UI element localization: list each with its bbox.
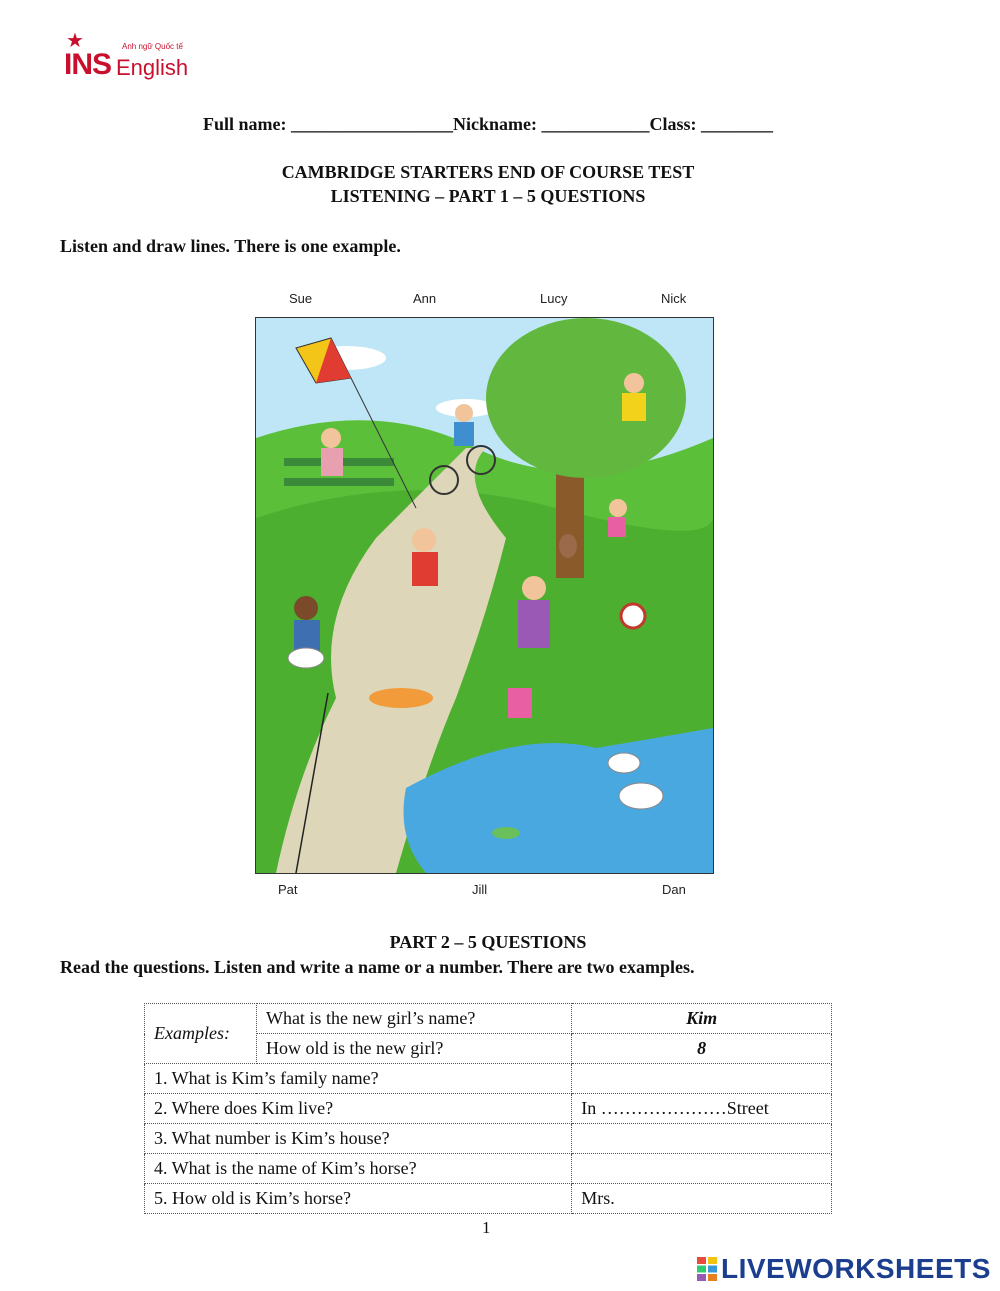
park-scene-illustration	[255, 317, 714, 874]
logo-brand: INS	[64, 48, 112, 81]
test-title: CAMBRIDGE STARTERS END OF COURSE TEST	[281, 162, 695, 182]
table-row	[145, 1154, 832, 1184]
part2-title: PART 2 – 5 QUESTIONS	[389, 932, 587, 952]
answer-field-1[interactable]	[572, 1064, 832, 1094]
table-row	[145, 1004, 832, 1034]
liveworksheets-icon	[697, 1256, 717, 1280]
question-4: 4. What is the name of Kim’s horse?	[145, 1154, 572, 1184]
answer-field-2[interactable]: In …………………Street	[572, 1094, 832, 1124]
name-label-pat[interactable]: Pat	[278, 882, 298, 897]
example-question: How old is the new girl?	[256, 1034, 571, 1064]
logo-tagline: Anh ngữ Quốc tế	[122, 42, 183, 51]
name-label-lucy[interactable]: Lucy	[540, 291, 568, 306]
examples-label: Examples:	[145, 1004, 257, 1064]
name-label-dan[interactable]: Dan	[662, 882, 686, 897]
table-row	[145, 1064, 832, 1094]
table-row	[145, 1124, 832, 1154]
answer-field-4[interactable]	[572, 1154, 832, 1184]
part2-question-table	[144, 1003, 832, 1214]
table-row	[145, 1184, 832, 1214]
name-label-sue[interactable]: Sue	[289, 291, 313, 306]
table-row	[145, 1094, 832, 1124]
student-info-line: Full name: __________________Nickname: ____________Class: ________	[203, 114, 773, 134]
example-answer: 8	[572, 1034, 832, 1064]
name-label-ann[interactable]: Ann	[413, 291, 437, 306]
question-1: 1. What is Kim’s family name?	[145, 1064, 572, 1094]
question-5: 5. How old is Kim’s horse?	[145, 1184, 572, 1214]
part1-title: LISTENING – PART 1 – 5 QUESTIONS	[330, 186, 646, 206]
example-question: What is the new girl’s name?	[256, 1004, 571, 1034]
liveworksheets-logo	[697, 1253, 991, 1285]
star-icon: ★	[66, 30, 84, 52]
answer-field-3[interactable]	[572, 1124, 832, 1154]
question-2: 2. Where does Kim live?	[145, 1094, 572, 1124]
part2-instruction: Read the questions. Listen and write a name or a number. There are two examples.	[60, 957, 695, 977]
park-scene-svg	[256, 318, 713, 873]
part1-instruction: Listen and draw lines. There is one example.	[60, 236, 401, 256]
question-3: 3. What number is Kim’s house?	[145, 1124, 572, 1154]
page-number: 1	[482, 1218, 491, 1237]
liveworksheets-brand: LIVEWORKSHEETS	[721, 1253, 991, 1284]
logo-brand-suffix: English	[116, 55, 189, 80]
name-label-nick[interactable]: Nick	[661, 291, 687, 306]
answer-field-5[interactable]: Mrs.	[572, 1184, 832, 1214]
ins-english-logo	[62, 28, 202, 88]
example-answer: Kim	[572, 1004, 832, 1034]
name-label-jill[interactable]: Jill	[472, 882, 488, 897]
